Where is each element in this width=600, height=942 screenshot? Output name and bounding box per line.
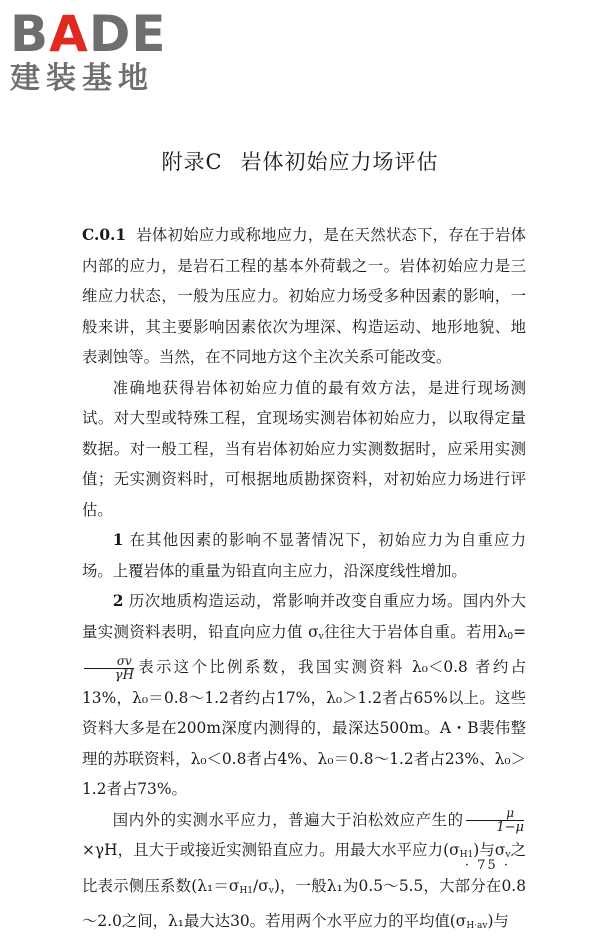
para-text: 之比表示侧压系数(λ₁＝σ xyxy=(82,841,526,895)
fraction-numerator: σv xyxy=(84,655,134,669)
item-number: 1 xyxy=(112,531,124,549)
subscript: v xyxy=(318,631,324,642)
fraction-denominator: 1−μ xyxy=(496,820,524,835)
para-text: )与σ xyxy=(473,841,506,859)
item-text: 表示这个比例系数，我国实测资料 λ₀＜0.8 者约占13%，λ₀＝0.8～1.2者约占17%，λ₀＞1.2者占65%以上。这些资料大多是在200m深度内测得的，最深达500m。A・B裴伟整理的苏联资料，λ₀＜0.8者占4%、λ₀＝0.8～1.2者占23%、λ₀＞1.2者占73%。 xyxy=(82,658,526,798)
page-title xyxy=(0,146,600,176)
item-text: 历次地质构造运动，常影响并改变自重应力场。国内外大量实测资料表明，铅直向应力值 σ xyxy=(82,592,526,641)
appendix-label: 附录C xyxy=(161,150,223,174)
para-text: )与 xyxy=(487,912,509,930)
subscript: H1 xyxy=(459,850,474,860)
item-number: 2 xyxy=(112,592,124,610)
clause-text: 岩体初始应力或称地应力，是在天然状态下，存在于岩体内部的应力，是岩石工程的基本外荷载之一。岩体初始应力是三维应力状态，一般为压应力。初始应力场受多种因素的影响，一般来讲，其主要影响因素依次为埋深、构造运动、地形地貌、地表剥蚀等。当然，在不同地方这个主次关系可能改变。 xyxy=(82,226,526,366)
page-number: · 75 · xyxy=(464,858,510,873)
fraction-numerator: μ xyxy=(466,807,524,821)
document-body xyxy=(82,220,526,942)
subscript: H·av xyxy=(466,921,488,931)
paragraph-horizontal-stress xyxy=(82,805,526,942)
appendix-name: 岩体初始应力场评估 xyxy=(240,150,439,174)
paragraph-testing: 准确地获得岩体初始应力值的最有效方法，是进行现场测试。对大型或特殊工程，宜现场实测岩体初始应力，以取得定量数据。对一般工程，当有岩体初始应力实测数据时，应采用实测值；无实测资料时，可根据地质勘探资料，对初始应力场进行评估。 xyxy=(82,378,526,519)
para-text: ×γH，且大于或接近实测铅直应力。用最大水平应力(σ xyxy=(82,841,460,859)
para-text: /σ xyxy=(253,876,269,895)
logo-wordmark: BADE xyxy=(10,5,167,63)
item-2 xyxy=(82,586,526,805)
subscript: v xyxy=(268,885,274,896)
subscript: H1 xyxy=(239,885,254,896)
subscript: v xyxy=(505,850,511,860)
fraction-poisson xyxy=(466,807,524,834)
item-text: 往往大于岩体自重。若用λ xyxy=(323,622,508,641)
item-text: = xyxy=(513,622,526,641)
bade-logo xyxy=(10,5,190,96)
subscript: 0 xyxy=(507,631,514,642)
para-text: 国内外的实测水平应力，普遍大于泊松效应产生的 xyxy=(112,810,464,829)
paragraph-c01 xyxy=(82,220,526,373)
para-text: )，一般λ₁为0.5～5.5，大部分在0.8～2.0之间，λ₁最大达30。若用两个水平应力的平均值(σ xyxy=(82,876,526,930)
fraction-denominator: γH xyxy=(114,667,134,683)
clause-number: C.0.1 xyxy=(82,226,127,244)
item-1 xyxy=(82,525,526,586)
item-text: 在其他因素的影响不显著情况下，初始应力为自重应力场。上覆岩体的重量为铅直向主应力，沿深度线性增加。 xyxy=(82,531,526,580)
logo-subtitle: 建装基地 xyxy=(10,61,154,96)
fraction-sigma-gamma xyxy=(84,655,134,682)
